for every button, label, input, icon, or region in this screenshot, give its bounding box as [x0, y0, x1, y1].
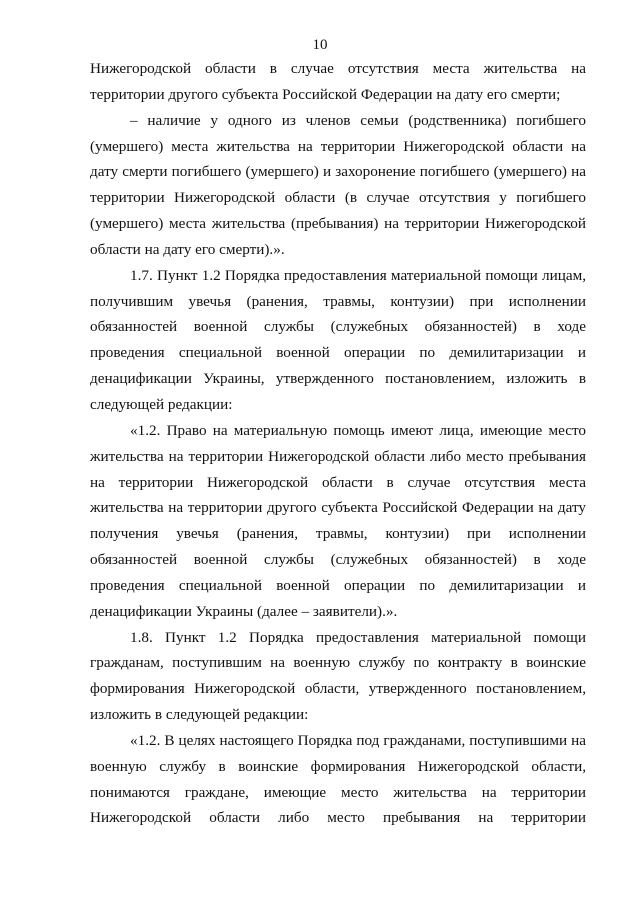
paragraph-1-8: 1.8. Пункт 1.2 Порядка предоставления материальной помощи гражданам, поступившим на военную службу по контракту в воинские формирования Нижегородской области, утвержденного постановлением, изложить в следующей редакции:	[90, 628, 586, 724]
paragraph-1-2-contract-service: «1.2. В целях настоящего Порядка под гражданами, поступившими на военную службу в воинские формирования Нижегородской области, понимаются граждане, имеющие место жительства на территории Нижегородской области либо место пребывания на территории	[90, 731, 586, 827]
document-body	[90, 56, 586, 831]
paragraph-1-2-injury-aid: «1.2. Право на материальную помощь имеют лица, имеющие место жительства на территории Нижегородской области либо место пребывания на территории Нижегородской области в случае отсутствия места жительства на территории другого субъекта Российской Федерации на дату получения увечья (ранения, травмы, контузии) при исполнении обязанностей военной службы (служебных обязанностей) в ходе проведения специальной военной операции по демилитаризации и денацификации Украины (далее – заявители).».	[90, 421, 586, 620]
paragraph-continuation: Нижегородской области в случае отсутствия места жительства на территории другого субъекта Российской Федерации на дату его смерти;	[90, 60, 586, 103]
page-number: 10	[312, 37, 328, 53]
paragraph-family-member-residence: – наличие у одного из членов семьи (родственника) погибшего (умершего) места жительства на территории Нижегородской области на дату смерти погибшего (умершего) и захоронение погибшего (умершего) на территории Нижегородской области (в случае отсутствия у погибшего (умершего) места жительства (пребывания) на территории Нижегородской области на дату его смерти).».	[90, 111, 586, 258]
paragraph-1-7: 1.7. Пункт 1.2 Порядка предоставления материальной помощи лицам, получившим увечья (ранения, травмы, контузии) при исполнении обязанностей военной службы (служебных обязанностей) в ходе проведения специальной военной операции по демилитаризации и денацификации Украины, утвержденного постановлением, изложить в следующей редакции:	[90, 266, 586, 413]
